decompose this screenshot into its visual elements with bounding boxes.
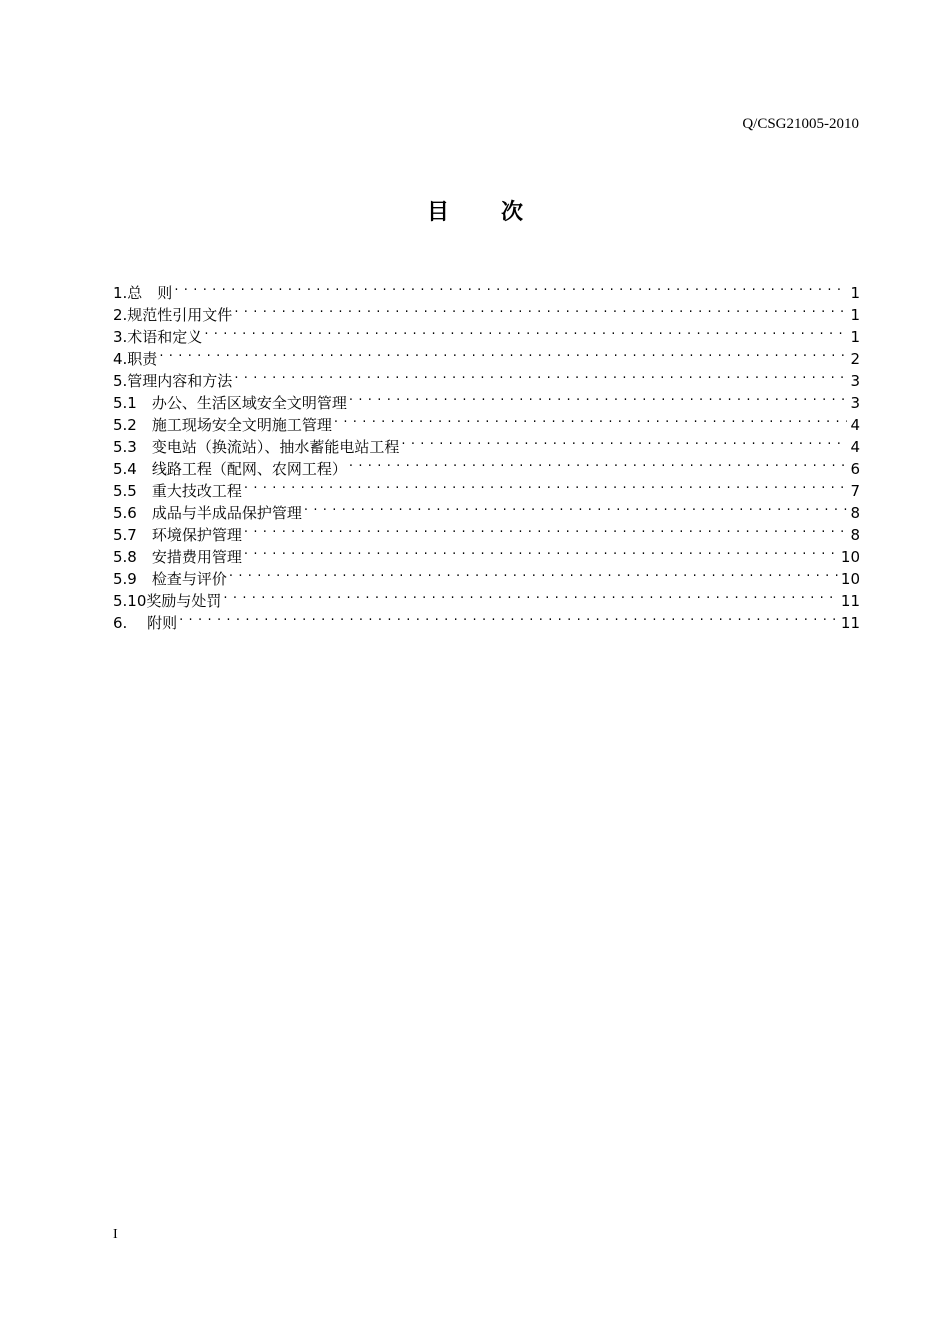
toc-entry-page: 3	[850, 372, 860, 390]
toc-entry[interactable]	[113, 342, 860, 368]
dot-leader	[234, 364, 847, 386]
dot-leader	[179, 606, 838, 628]
toc-entry-page: 6	[850, 460, 860, 478]
toc-entry-label: 5.管理内容和方法	[113, 372, 233, 390]
toc-entry-page: 1	[850, 328, 860, 346]
toc-entry-page: 2	[850, 350, 860, 368]
toc-entry-label: 4.职责	[113, 350, 158, 368]
toc-entry-label: 5.3 变电站（换流站）、抽水蓄能电站工程	[113, 438, 400, 456]
dot-leader	[244, 474, 848, 496]
dot-leader	[234, 298, 847, 320]
toc-entry-page: 10	[840, 570, 860, 588]
toc-entry-page: 1	[850, 284, 860, 302]
page-number: I	[113, 1227, 118, 1242]
toc-entry[interactable]	[113, 298, 860, 324]
toc-entry[interactable]	[113, 276, 860, 302]
dot-leader	[304, 496, 848, 518]
toc-entry-label: 5.1 办公、生活区域安全文明管理	[113, 394, 347, 412]
toc-entry[interactable]	[113, 606, 860, 632]
dot-leader	[174, 276, 847, 298]
toc-entry[interactable]	[113, 584, 860, 610]
document-code: Q/CSG21005-2010	[742, 116, 859, 132]
toc-entry-page: 11	[840, 614, 860, 632]
dot-leader	[159, 342, 847, 364]
toc-entry-label: 5.6 成品与半成品保护管理	[113, 504, 302, 522]
toc-entry-label: 1.总 则	[113, 284, 173, 302]
dot-leader	[349, 386, 848, 408]
toc-entry-page: 8	[850, 504, 860, 522]
toc-entry-page: 4	[850, 438, 860, 456]
toc-entry-page: 1	[850, 306, 860, 324]
toc-entry-label: 5.7 环境保护管理	[113, 526, 242, 544]
toc-entry-label: 5.10奖励与处罚	[113, 592, 222, 610]
toc-entry-page: 3	[850, 394, 860, 412]
dot-leader	[349, 452, 848, 474]
dot-leader	[244, 518, 848, 540]
toc-entry-page: 8	[850, 526, 860, 544]
toc-entry-label: 2.规范性引用文件	[113, 306, 233, 324]
toc-entry-label: 5.4 线路工程（配网、农网工程）	[113, 460, 347, 478]
toc-entry[interactable]	[113, 364, 860, 390]
toc-entry-label: 5.5 重大技改工程	[113, 482, 242, 500]
toc-entry-label: 3.术语和定义	[113, 328, 203, 346]
toc-title	[0, 198, 950, 228]
toc-title-char-2: 次	[501, 200, 524, 225]
dot-leader	[229, 562, 838, 584]
toc-list	[113, 276, 860, 632]
dot-leader	[401, 430, 847, 452]
toc-entry-page: 11	[840, 592, 860, 610]
toc-entry[interactable]	[113, 320, 860, 346]
dot-leader	[334, 408, 848, 430]
toc-entry-label: 6. 附则	[113, 614, 178, 632]
toc-entry-label: 5.9 检查与评价	[113, 570, 227, 588]
toc-entry-page: 10	[840, 548, 860, 566]
dot-leader	[244, 540, 838, 562]
toc-entry-label: 5.8 安措费用管理	[113, 548, 242, 566]
toc-entry-page: 7	[850, 482, 860, 500]
dot-leader	[223, 584, 838, 606]
toc-title-char-1: 目	[426, 200, 449, 225]
toc-entry-page: 4	[850, 416, 860, 434]
dot-leader	[204, 320, 847, 342]
toc-entry-label: 5.2 施工现场安全文明施工管理	[113, 416, 332, 434]
